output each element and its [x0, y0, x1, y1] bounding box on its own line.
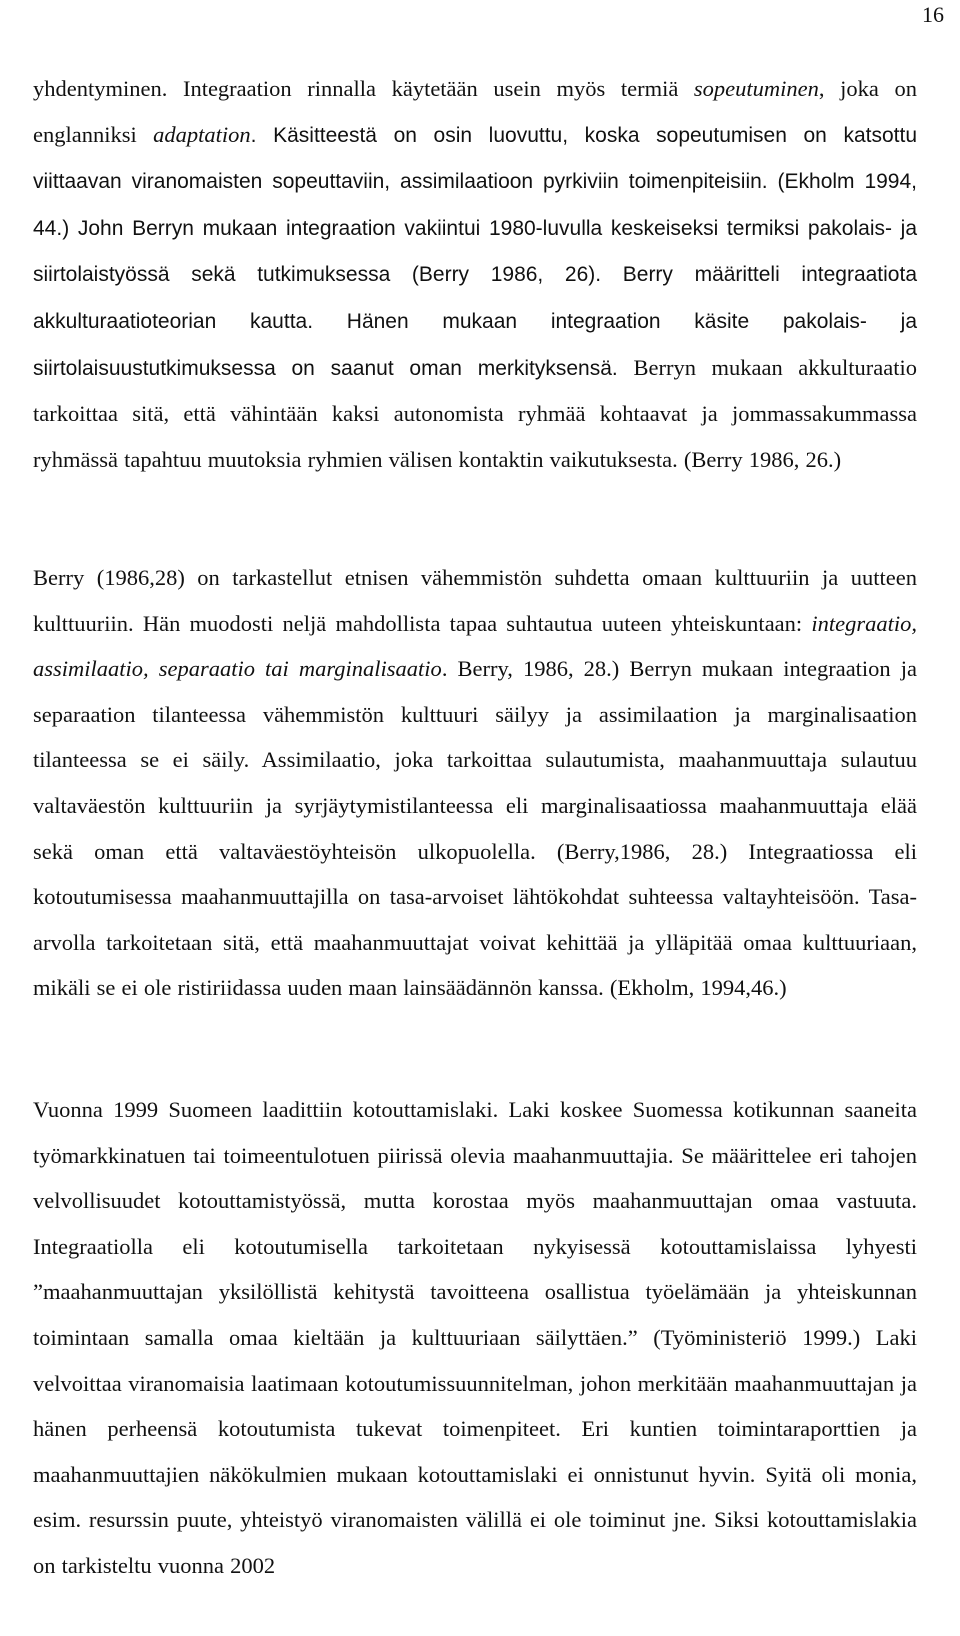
paragraph-integration-terms [33, 66, 917, 482]
paragraph-1-segment: , joka on englanniksi [33, 76, 917, 147]
paragraph-integration-law [33, 1087, 917, 1589]
paragraph-3-segment: Vuonna 1999 Suomeen laadittiin kotouttamislaki. Laki koskee Suomessa kotikunnan saaneita työmarkkinatuen tai toimeentulotuen piirissä olevia maahanmuuttajia. Se määrittelee eri tahojen velvollisuudet kotouttamistyössä, mutta korostaa myös maahanmuuttajan omaa vastuuta. Integraatiolla eli kotoutumisella tarkoitetaan nykyisessä kotouttamislaissa lyhyesti ”maahanmuuttajan yksilöllistä kehitystä tavoitteena osallistua työelämään ja yhteiskunnan toimintaan samalla omaa kieltään ja kulttuuriaan säilyttäen.” (Työministeriö 1999.) Laki velvoittaa viranomaisia laatimaan kotoutumissuunnitelman, johon merkitään maahanmuuttajan ja hänen perheensä kotoutumista tukevat toimenpiteet. Eri kuntien toimintaraporttien ja maahanmuuttajien näkökulmien mukaan kotouttamislaki ei onnistunut hyvin. Syitä oli monia, esim. resurssin puute, yhteistyö viranomaisten välillä ei ole toiminut jne. Siksi kotouttamislakia on tarkisteltu vuonna 2002 [33, 1097, 917, 1578]
paragraph-2-segment: Berry (1986,28) on tarkastellut etnisen vähemmistön suhdetta omaan kulttuuriin ja uutteen kulttuuriin. Hän muodosti neljä mahdollista tapaa suhtautua uuteen yhteiskuntaan: [33, 565, 917, 636]
paragraph-1-italic-term: adaptation [153, 121, 251, 147]
paragraph-berry-acculturation [33, 555, 917, 1011]
paragraph-2-segment: . Berry, 1986, 28.) Berryn mukaan integraation ja separaation tilanteessa vähemmistön kulttuuri säilyy ja assimilaation ja marginalisaation tilanteessa se ei säily. Assimilaatio, joka tarkoittaa sulautumista, maahanmuuttaja sulautuu valtaväestön kulttuuriin ja syrjäytymistilanteessa eli marginalisaatiossa maahanmuuttaja elää sekä oman että valtaväestöyhteisön ulkopuolella. (Berry,1986, 28.) Integraatiossa eli kotoutumisessa maahanmuuttajilla on tasa-arvoiset lähtökohdat suhteessa valtayhteisöön. Tasa-arvolla tarkoitetaan sitä, että maahanmuuttajat voivat kehittää ja ylläpitää omaa kulttuuriaan, mikäli se ei ole ristiriidassa uuden maan lainsäädännön kanssa. (Ekholm, 1994,46.) [33, 656, 917, 1001]
paragraph-2-italic-term: integraatio, assimilaatio, separaatio tai marginalisaatio [33, 610, 917, 682]
paragraph-1-segment: Berryn mukaan akkulturaatio tarkoittaa sitä, että vähintään kaksi autonomista ryhmää kohtaavat ja jommassakummassa ryhmässä tapahtuu muutoksia ryhmien välisen kontaktin vaikutuksesta. (Berry 1986, 26.) [33, 354, 917, 472]
page-number: 16 [922, 2, 944, 27]
paragraph-1-sans-segment: . Käsitteestä on osin luovuttu, koska sopeutumisen on katsottu viittaavan viranomaisten sopeuttaviin, assimilaatioon pyrkiviin toimenpiteisiin. (Ekholm 1994, 44.) John Berryn mukaan integraation vakiintui 1980-luvulla keskeiseksi termiksi pakolais- ja siirtolaistyössä sekä tutkimuksessa (Berry 1986, 26). Berry määritteli integraatiota akkulturaatioteorian kautta. Hänen mukaan integraation käsite pakolais- ja siirtolaisuustutkimuksessa on saanut oman merkityksensä. [33, 123, 917, 380]
paragraph-1-segment: yhdentyminen. Integraation rinnalla käytetään usein myös termiä [33, 76, 694, 101]
paragraph-1-italic-term: sopeutuminen [693, 76, 819, 101]
